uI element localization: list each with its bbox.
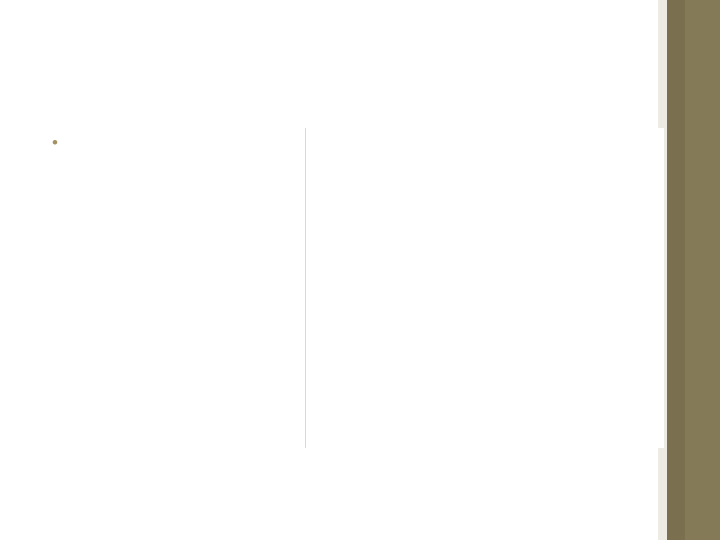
bullet-dot-icon: • [52,133,58,152]
